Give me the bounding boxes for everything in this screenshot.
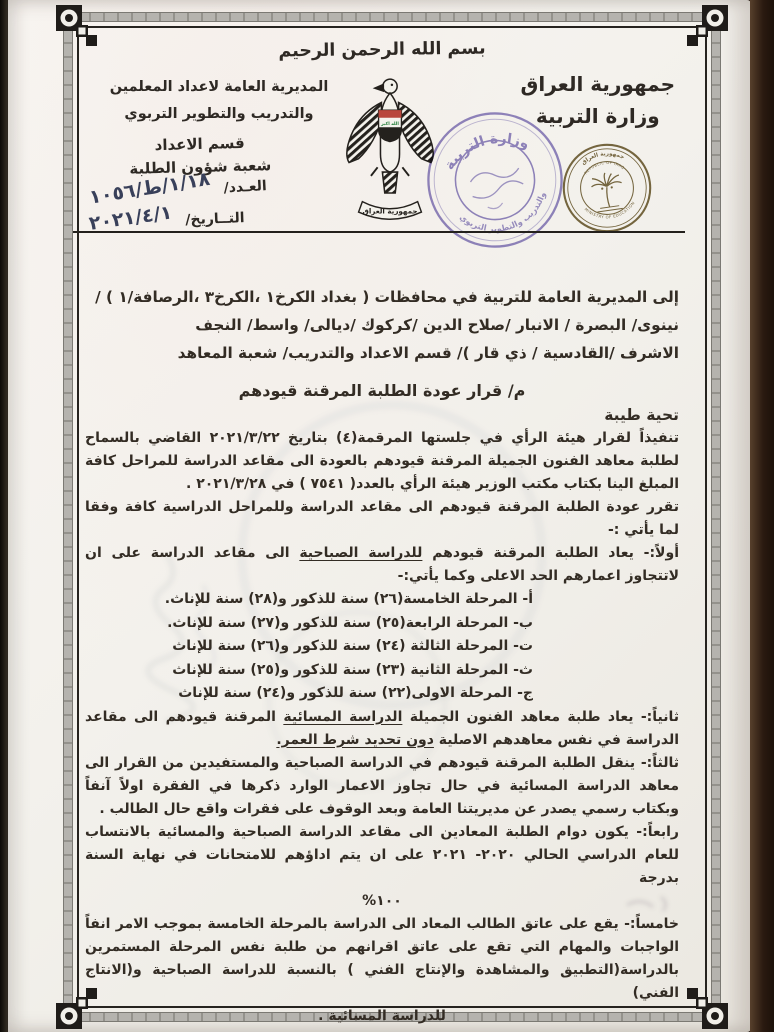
decision-line: تقرر عودة الطلبة المرقنة قيودهم الى مقاعد الدراسة وللمراحل الدراسية كافة وفقا لما يأتي :- [85,499,679,538]
clause-fifth: خامساً:- يقع على عاتق الطالب المعاد الى الدراسة بالمرحلة الخامسة بموجب الامر انفاً الواجبات والمهام التي تقع على عاتق اقرانهم من طلبة نفس المرحلة المستمرين بالدراسة(التطبيق والمشاهدة والإنتاج الفني ) بالنسبة للدراسة الصباحية و(الانتاج الفني) [85,915,679,1001]
scan-edge-left [0,0,8,1032]
purple-stamp-top-text: وزارة التربية [441,130,532,174]
clause-first-pre: أولاً:- يعاد الطلبة المرقنة قيودهم [422,545,679,561]
clause-fifth-tail: للدراسة المسائية . [318,1007,446,1024]
reference-date-label: التــاريخ/ [185,210,245,229]
address-block [85,283,679,367]
gold-stamp-mid-text: REPUBLIC OF IRAQ [583,160,626,176]
clause-second-underlined2: دون تحديد شرط العمر. [276,731,434,748]
department-line2: شعبة شؤون الطلبة [129,156,272,178]
clause-first [85,542,679,588]
stage-item: ت- المرحلة الثالثة (٢٤) سنة للذكور و(٢٦) سنة للإناث [172,638,533,654]
percent-line [85,890,679,913]
salutation: تحية طيبة [604,406,679,424]
department-line1: قسم الاعداد [154,133,245,155]
letter-body [85,283,679,1028]
emblem-scroll-text: جمهورية العراق [362,206,418,216]
border-band-top [63,12,721,22]
reference-date-handwritten: ٢٠٢١/٤/١ [87,201,174,235]
gold-stamp-bottom-text: MINISTRY OF EDUCATION [583,200,636,220]
republic-of-iraq-label: جمهورية العراق [520,72,675,96]
address-line2: نينوى/ البصرة / الانبار /صلاح الدين /كركوك /ديالى/ واسط/ النجف [195,316,679,334]
directorate-line1: المديرية العامة لاعداد المعلمين [109,79,329,95]
clause-fourth: رابعاً:- يكون دوام الطلبة المعادين الى مقاعد الدراسة الصباحية والمسائية بالانتساب للعام الدراسي الحالي ٢٠٢٠- ٢٠٢١ على ان يتم اداؤهم للامتحانات في نهاية السنة بدرجة [85,823,679,886]
stage-item: أ- المرحلة الخامسة(٢٦) سنة للذكور و(٢٨) سنة للإناث. [164,591,533,607]
reference-number-label: العـدد/ [223,178,268,197]
stage-item: ج- المرحلة الاولى(٢٢) سنة للذكور و(٢٤) سنة للإناث [178,685,533,701]
directorate-line2: والتدريب والتطوير التربوي [124,106,314,122]
emblem-takbir-text: الله اكبر [381,121,399,127]
clause-second-underlined1: الدراسة المسائية [283,708,403,725]
stage-item: ث- المرحلة الثانية (٢٣) سنة للذكور و(٢٥) سنة للإناث [172,661,533,678]
corner-ornament-top-left [55,4,99,48]
ministry-of-education-label: وزارة التربية [535,104,660,128]
bismillah: بسم الله الرحمن الرحيم [278,38,486,62]
address-line1: إلى المديرية العامة للتربية في محافظات ( بغداد الكرخ١ ،الكرخ٣ ،الرصافة/١ ) / [95,288,679,306]
percent-value: %١٠٠ [362,892,402,909]
clause-third: ثالثاً:- ينقل الطلبة المرقنة قيودهم في الدراسة الصباحية والمستفيدين من القرار الى معاهد الدراسة المسائية في حال تجاوز الاعمار الوارد ذكرها في الفقرة اولاً آنفاً وبكتاب رسمي يصدر عن مديريتنا العامة وبعد الوقوف على فقرات واقع حال الطالب . [85,754,679,817]
clause-second-mid: المرقنة قيودهم الى مقاعد الدراسة في نفس معاهدهم الاصلية [85,708,679,748]
border-band-right [711,12,721,1022]
paper [7,0,751,1032]
gold-stamp-top-text: جمهورية العراق [580,151,626,167]
clause-second-pre: ثانياً:- يعاد طلبة معاهد الفنون الجميلة [402,708,680,725]
clause-second [85,706,679,752]
subject-line: م/ قرار عودة الطلبة المرقنة قيودهم [238,381,526,400]
intro-paragraph: تنفيذاً لقرار هيئة الرأي في جلستها المرقمة(٤) بتاريخ ٢٠٢١/٣/٢٢ القاضي بالسماح لطلبة معاهد الفنون الجميلة المرقنة قيودهم بالعودة الى مقاعد الدراسة للمراحل كافة المبلغ الينا بكتاب مكتب الوزير هيئة الرأي بالعدد( ٧٥٤١ ) في ٢٠٢١/٣/٢٨ . [85,430,680,492]
border-band-left [63,12,73,1022]
stage-item: ب- المرحلة الرابعة(٢٥) سنة للذكور و(٢٧) سنة للإناث. [167,614,533,631]
clause-first-post: الى مقاعد الدراسة على ان لاتتجاوز اعمارهم الحد الاعلى وكما يأتي:- [85,545,679,584]
corner-ornament-bottom-right [685,986,729,1030]
stage-list [85,588,679,706]
corner-ornament-top-right [685,4,729,48]
clause-first-underlined: للدراسة الصباحية [299,545,423,561]
address-line3: الاشرف /القادسية / ذي قار )/ قسم الاعداد والتدريب/ شعبة المعاهد [177,344,679,362]
purple-stamp-bottom-text: والتدريب والتطوير التربوي [457,190,548,234]
scan-edge-right [750,0,774,1032]
reference-number-handwritten: ١٠٥٦/ط/١/١٨ [87,167,212,209]
